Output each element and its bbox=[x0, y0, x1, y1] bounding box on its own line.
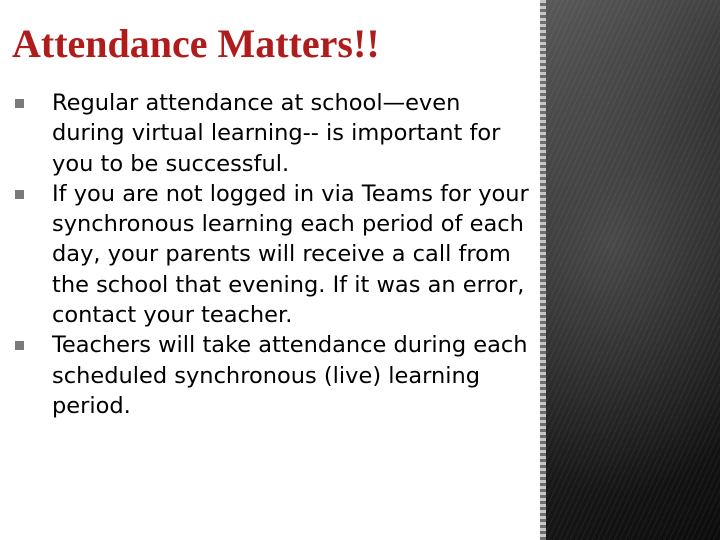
bullet-item bbox=[12, 330, 540, 421]
square-bullet-icon bbox=[15, 341, 24, 350]
bullet-item bbox=[12, 88, 540, 179]
square-bullet-icon bbox=[15, 99, 24, 108]
bullet-text: Regular attendance at school—even during virtual learning-- is important for you to be successful. bbox=[52, 90, 501, 177]
bullet-list bbox=[12, 88, 540, 421]
decorative-side-panel bbox=[540, 0, 720, 540]
bullet-text: If you are not logged in via Teams for your synchronous learning each period of each day, your parents will receive a call from the school that evening. If it was an error, contact your teacher. bbox=[52, 180, 529, 329]
panel-edge-border bbox=[540, 0, 546, 540]
panel-texture bbox=[540, 0, 720, 540]
bullet-text: Teachers will take attendance during each scheduled synchronous (live) learning period. bbox=[52, 332, 528, 419]
slide-title: Attendance Matters!! bbox=[12, 21, 380, 66]
square-bullet-icon bbox=[15, 190, 24, 199]
bullet-item bbox=[12, 179, 540, 330]
